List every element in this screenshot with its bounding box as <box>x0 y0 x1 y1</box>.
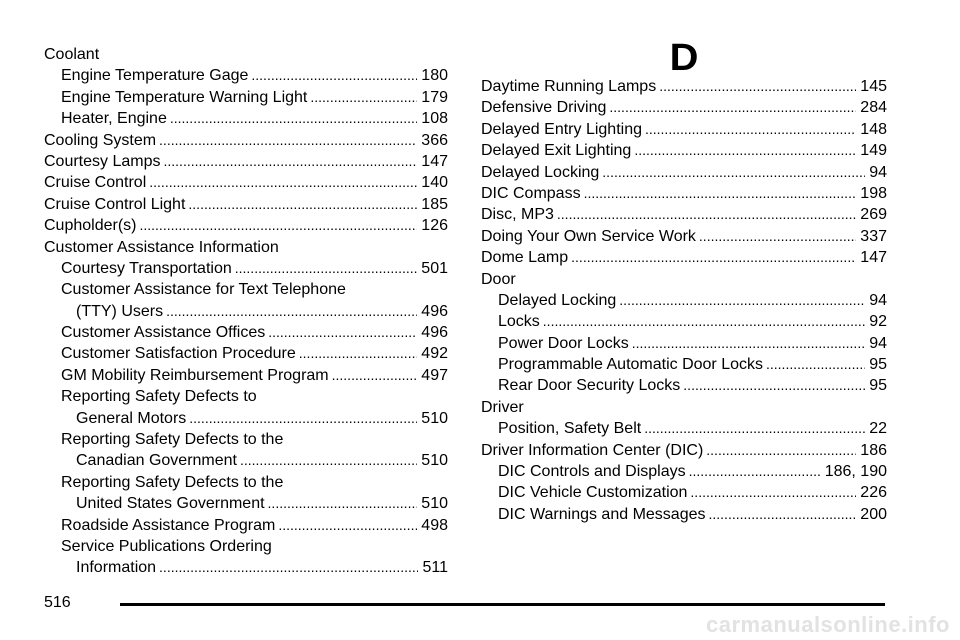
index-entry-page: 145 <box>860 78 887 95</box>
dot-leader <box>299 343 418 364</box>
watermark-logo: carmanualsonline.info <box>706 612 950 637</box>
dot-leader <box>268 493 418 514</box>
index-entry <box>481 482 887 503</box>
index-entry-label: Reporting Safety Defects to <box>61 388 257 406</box>
index-entry-page: 94 <box>869 163 887 181</box>
index-entry-label: Customer Assistance Information <box>44 238 279 256</box>
index-entry <box>481 140 887 161</box>
dot-leader <box>709 504 857 525</box>
index-entry <box>481 354 887 375</box>
dot-leader <box>278 515 417 536</box>
index-entry-label: Daytime Running Lamps <box>481 78 657 95</box>
index-entry-page: 269 <box>860 206 887 224</box>
index-entry <box>481 461 887 482</box>
index-entry <box>44 450 448 471</box>
index-entry-page: 147 <box>860 249 887 267</box>
index-entry-page: 149 <box>860 142 887 160</box>
dot-leader <box>571 247 856 268</box>
dot-leader <box>251 65 417 86</box>
index-entry-label: DIC Vehicle Customization <box>498 484 688 502</box>
index-entry <box>44 493 448 514</box>
index-entry <box>481 290 887 311</box>
index-entry-page: 95 <box>869 377 887 395</box>
index-entry-label: Door <box>481 270 516 288</box>
index-entry <box>44 194 448 215</box>
dot-leader <box>557 204 856 225</box>
index-entry <box>481 397 887 418</box>
dot-leader <box>602 162 865 183</box>
index-entry-page: 198 <box>860 184 887 202</box>
index-entry <box>481 226 887 247</box>
index-column-right <box>481 37 887 525</box>
index-entry-label: DIC Controls and Displays <box>498 463 686 481</box>
index-entry-label: DIC Warnings and Messages <box>498 505 706 523</box>
index-entry <box>44 472 448 493</box>
index-entry-page: 510 <box>421 495 448 513</box>
index-entry-label: Engine Temperature Warning Light <box>61 88 308 106</box>
index-entry-label: Driver Information Center (DIC) <box>481 441 704 459</box>
dot-leader <box>170 108 417 129</box>
dot-leader <box>543 311 865 332</box>
dot-leader <box>310 87 417 108</box>
index-entry-label: Delayed Entry Lighting <box>481 120 642 138</box>
index-entries-right <box>481 76 887 525</box>
index-entry <box>481 247 887 268</box>
dot-leader <box>619 290 865 311</box>
dot-leader <box>139 215 417 236</box>
index-entry <box>481 504 887 525</box>
index-entry-label: Reporting Safety Defects to the <box>61 431 284 449</box>
index-entry <box>44 557 448 578</box>
page-number: 516 <box>44 594 71 611</box>
index-entry-label: Information <box>76 559 157 577</box>
index-entry <box>44 279 448 300</box>
index-entry-label: Dome Lamp <box>481 249 569 267</box>
index-entry <box>481 204 887 225</box>
index-entry-label: Disc, MP3 <box>481 206 554 224</box>
index-entry <box>481 333 887 354</box>
index-entry <box>44 108 448 129</box>
dot-leader <box>634 140 856 161</box>
index-entry-label: Customer Assistance Offices <box>61 324 266 342</box>
index-entry <box>44 258 448 279</box>
index-entry-page: 186 <box>860 441 887 459</box>
index-entry <box>44 130 448 151</box>
index-entry-label: Service Publications Ordering <box>61 537 272 555</box>
index-entry-page: 95 <box>869 356 887 374</box>
index-entry-label: (TTY) Users <box>76 302 164 320</box>
index-entry-label: Heater, Engine <box>61 110 167 128</box>
index-entry-label: Cooling System <box>44 131 157 149</box>
index-entry <box>44 65 448 86</box>
index-entry <box>44 386 448 407</box>
dot-leader <box>659 76 856 97</box>
index-entry <box>481 119 887 140</box>
index-entry <box>481 311 887 332</box>
index-entry-page: 498 <box>421 516 448 534</box>
section-letter: D <box>669 37 699 79</box>
index-entry-label: Locks <box>498 313 540 331</box>
dot-leader <box>188 194 417 215</box>
index-entry-label: Cruise Control Light <box>44 195 186 213</box>
index-entry-page: 147 <box>421 152 448 170</box>
index-entry <box>44 515 448 536</box>
index-entry <box>44 87 448 108</box>
index-entry-label: GM Mobility Reimbursement Program <box>61 366 329 384</box>
index-entry-label: Coolant <box>44 46 100 63</box>
dot-leader <box>766 354 865 375</box>
dot-leader <box>166 301 417 322</box>
index-entry-page: 126 <box>421 217 448 235</box>
dot-leader <box>268 322 417 343</box>
dot-leader <box>332 365 418 386</box>
index-entry-page: 284 <box>860 99 887 117</box>
index-column-left <box>44 44 448 579</box>
dot-leader <box>690 482 856 503</box>
dot-leader <box>644 418 865 439</box>
index-entry-page: 510 <box>421 452 448 470</box>
index-entry-label: Cruise Control <box>44 174 147 192</box>
index-entry-page: 496 <box>421 324 448 342</box>
index-entry-label: DIC Compass <box>481 184 581 202</box>
index-entry <box>481 418 887 439</box>
index-entry-label: Cupholder(s) <box>44 217 137 235</box>
index-entry-page: 226 <box>860 484 887 502</box>
dot-leader <box>164 151 418 172</box>
index-entry <box>44 151 448 172</box>
index-entry-page: 200 <box>860 505 887 523</box>
index-entry <box>44 322 448 343</box>
index-entry <box>44 237 448 258</box>
index-entry <box>44 408 448 429</box>
index-entry-page: 337 <box>860 227 887 245</box>
dot-leader <box>159 130 417 151</box>
index-entry <box>44 215 448 236</box>
index-entry-label: Delayed Exit Lighting <box>481 142 632 160</box>
index-entry-page: 22 <box>869 420 887 438</box>
index-entry-label: General Motors <box>76 409 187 427</box>
index-entry-label: United States Government <box>76 495 265 513</box>
index-entry-label: Rear Door Security Locks <box>498 377 681 395</box>
index-entry-page: 497 <box>421 366 448 384</box>
index-entry-page: 179 <box>421 88 448 106</box>
index-entry <box>44 343 448 364</box>
index-entry-page: 501 <box>421 259 448 277</box>
index-entry-label: Delayed Locking <box>481 163 600 181</box>
index-entry-label: Reporting Safety Defects to the <box>61 473 284 491</box>
index-entry <box>481 440 887 461</box>
index-entry-label: Roadside Assistance Program <box>61 516 276 534</box>
index-entry-page: 180 <box>421 67 448 85</box>
index-entry-page: 92 <box>869 313 887 331</box>
index-entry-label: Delayed Locking <box>498 291 617 309</box>
index-entry-label: Courtesy Lamps <box>44 152 161 170</box>
index-entry-page: 148 <box>860 120 887 138</box>
dot-leader <box>189 408 417 429</box>
index-entry-page: 510 <box>421 409 448 427</box>
index-entry-page: 108 <box>421 110 448 128</box>
index-entry <box>481 375 887 396</box>
index-entry-label: Power Door Locks <box>498 334 629 352</box>
index-entry-page: 366 <box>421 131 448 149</box>
index-entry <box>44 44 448 65</box>
index-entry-page: 492 <box>421 345 448 363</box>
index-entry <box>44 172 448 193</box>
dot-leader <box>159 557 418 578</box>
dot-leader <box>706 440 856 461</box>
dot-leader <box>683 375 865 396</box>
index-entry <box>481 183 887 204</box>
dot-leader <box>584 183 857 204</box>
index-entry-label: Courtesy Transportation <box>61 259 232 277</box>
index-entry-page: 511 <box>422 559 448 577</box>
index-entry-label: Canadian Government <box>76 452 237 470</box>
index-entry-page: 496 <box>421 302 448 320</box>
dot-leader <box>240 450 417 471</box>
index-entry-label: Customer Satisfaction Procedure <box>61 345 296 363</box>
dot-leader <box>699 226 856 247</box>
dot-leader <box>689 461 821 482</box>
index-entry-label: Engine Temperature Gage <box>61 67 249 85</box>
index-entry <box>44 536 448 557</box>
index-entry-page: 185 <box>421 195 448 213</box>
dot-leader <box>609 97 856 118</box>
index-entry-label: Customer Assistance for Text Telephone <box>61 281 346 299</box>
index-entry-label: Programmable Automatic Door Locks <box>498 356 763 374</box>
index-entry-page: 94 <box>869 291 887 309</box>
index-entry-page: 186, 190 <box>824 463 887 481</box>
index-entry <box>44 301 448 322</box>
index-entry-label: Defensive Driving <box>481 99 607 117</box>
index-entry <box>481 97 887 118</box>
dot-leader <box>149 172 417 193</box>
index-entry <box>481 76 887 97</box>
index-entry-page: 94 <box>869 334 887 352</box>
index-entry-label: Driver <box>481 398 524 416</box>
index-entry-page: 140 <box>421 174 448 192</box>
index-entry <box>481 162 887 183</box>
dot-leader <box>632 333 865 354</box>
index-entry <box>44 429 448 450</box>
index-entry-label: Doing Your Own Service Work <box>481 227 696 245</box>
dot-leader <box>645 119 856 140</box>
footer-rule <box>120 603 885 606</box>
index-entry <box>481 269 887 290</box>
dot-leader <box>235 258 418 279</box>
index-entry <box>44 365 448 386</box>
index-entry-label: Position, Safety Belt <box>498 420 642 438</box>
